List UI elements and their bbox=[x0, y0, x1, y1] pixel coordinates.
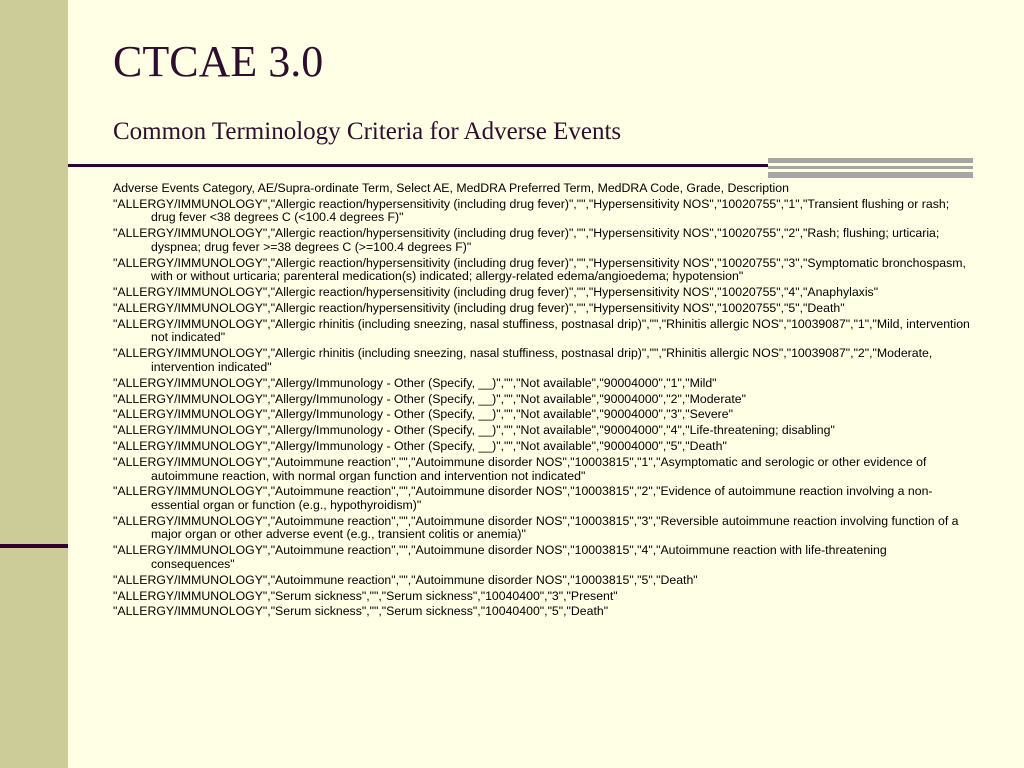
csv-data-line: "ALLERGY/IMMUNOLOGY","Allergic rhinitis (including sneezing, nasal stuffiness, postnasal drip)","","Rhinitis allergic NOS","10039087","2","Moderate, intervention indicated" bbox=[113, 346, 933, 374]
csv-data-line: "ALLERGY/IMMUNOLOGY","Allergic reaction/hypersensitivity (including drug fever)","","Hypersensitivity NOS","10020755","2","Rash; flushing; urticaria; dyspnea; drug fever >=38 degrees C (>=100.4 degrees F)" bbox=[113, 226, 940, 254]
csv-data-line: "ALLERGY/IMMUNOLOGY","Allergy/Immunology - Other (Specify, __)","","Not available","90004000","4","Life-threatening; disabling" bbox=[113, 423, 835, 438]
csv-data-line: "ALLERGY/IMMUNOLOGY","Allergic reaction/hypersensitivity (including drug fever)","","Hypersensitivity NOS","10020755","3","Symptomatic bronchospasm, with or without urticaria; parenteral medication(s) indicated; allergy-related edema/angioedema; hypotension" bbox=[113, 255, 966, 284]
left-band-accent-line bbox=[0, 544, 68, 548]
csv-data-line: "ALLERGY/IMMUNOLOGY","Allergic reaction/hypersensitivity (including drug fever)","","Hypersensitivity NOS","10020755","5","Death" bbox=[113, 300, 845, 315]
csv-data-line: "ALLERGY/IMMUNOLOGY","Autoimmune reaction","","Autoimmune disorder NOS","10003815","4","Autoimmune reaction with life-threatening consequences" bbox=[113, 543, 887, 571]
csv-data-line: "ALLERGY/IMMUNOLOGY","Autoimmune reaction","","Autoimmune disorder NOS","10003815","1","Asymptomatic and serologic or other evidence of autoimmune reaction, with normal organ function and intervention not indicated" bbox=[113, 455, 927, 483]
csv-header-line: Adverse Events Category, AE/Supra-ordinate Term, Select AE, MedDRA Preferred Term, MedDRA Code, Grade, Description bbox=[113, 181, 789, 195]
decorative-gray-bar bbox=[768, 166, 973, 169]
csv-data-line: "ALLERGY/IMMUNOLOGY","Allergic reaction/hypersensitivity (including drug fever)","","Hypersensitivity NOS","10020755","4","Anaphylaxis" bbox=[113, 285, 879, 300]
csv-data-line: "ALLERGY/IMMUNOLOGY","Serum sickness","","Serum sickness","10040400","3","Present" bbox=[113, 588, 618, 603]
csv-data-line: "ALLERGY/IMMUNOLOGY","Allergy/Immunology - Other (Specify, __)","","Not available","90004000","2","Moderate" bbox=[113, 391, 746, 406]
decorative-gray-bar bbox=[768, 172, 973, 178]
csv-data-line: "ALLERGY/IMMUNOLOGY","Allergic reaction/hypersensitivity (including drug fever)","","Hypersensitivity NOS","10020755","1","Transient flushing or rash; drug fever <38 degrees C (<100.4 degrees F)" bbox=[113, 196, 950, 225]
decorative-gray-bar bbox=[768, 158, 973, 163]
left-decorative-band bbox=[0, 0, 68, 768]
slide-body-text bbox=[113, 182, 973, 621]
csv-data-line: "ALLERGY/IMMUNOLOGY","Allergy/Immunology - Other (Specify, __)","","Not available","90004000","1","Mild" bbox=[113, 375, 717, 390]
csv-data-line: "ALLERGY/IMMUNOLOGY","Allergic rhinitis (including sneezing, nasal stuffiness, postnasal drip)","","Rhinitis allergic NOS","10039087","1","Mild, intervention not indicated" bbox=[113, 316, 970, 345]
slide-title: CTCAE 3.0 bbox=[113, 37, 324, 86]
slide-subtitle: Common Terminology Criteria for Adverse Events bbox=[113, 118, 622, 145]
csv-data-line: "ALLERGY/IMMUNOLOGY","Autoimmune reaction","","Autoimmune disorder NOS","10003815","5","Death" bbox=[113, 572, 698, 587]
csv-data-line: "ALLERGY/IMMUNOLOGY","Autoimmune reaction","","Autoimmune disorder NOS","10003815","3","Reversible autoimmune reaction involving function of a major organ or other adverse event (e.g., transient colitis or anemia)" bbox=[113, 513, 959, 542]
csv-data-line: "ALLERGY/IMMUNOLOGY","Serum sickness","","Serum sickness","10040400","5","Death" bbox=[113, 604, 609, 619]
csv-data-line: "ALLERGY/IMMUNOLOGY","Allergy/Immunology - Other (Specify, __)","","Not available","90004000","5","Death" bbox=[113, 439, 727, 454]
title-divider-line bbox=[68, 164, 768, 167]
csv-data-line: "ALLERGY/IMMUNOLOGY","Allergy/Immunology - Other (Specify, __)","","Not available","90004000","3","Severe" bbox=[113, 407, 733, 422]
csv-data-line: "ALLERGY/IMMUNOLOGY","Autoimmune reaction","","Autoimmune disorder NOS","10003815","2","Evidence of autoimmune reaction involving a non-essential organ or function (e.g., hypothyroidism)" bbox=[113, 484, 933, 512]
